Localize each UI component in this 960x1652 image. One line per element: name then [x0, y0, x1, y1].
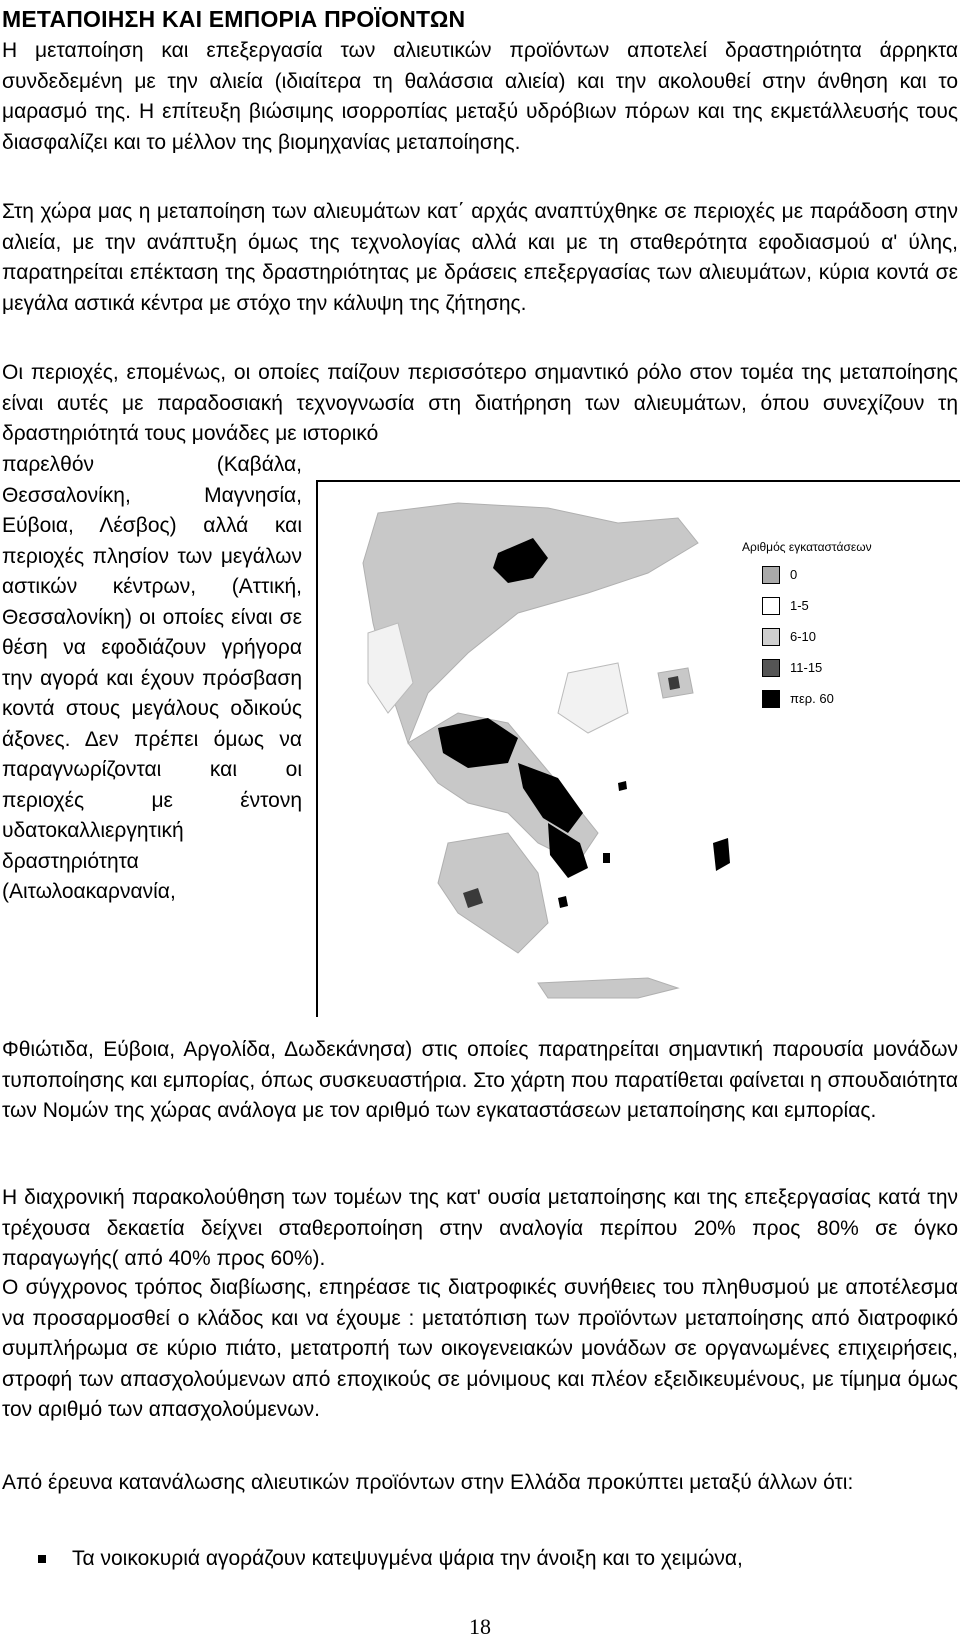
- map-region-mainland-north: [363, 503, 698, 743]
- legend-swatch: [762, 690, 780, 708]
- page-number: 18: [469, 1614, 491, 1639]
- map-region-island-2: [558, 896, 568, 908]
- map-region-white-east: [558, 663, 628, 733]
- paragraph-regions-top: Οι περιοχές, επομένως, οι οποίες παίζουν περισσότερο σημαντικό ρόλο στον τομέα της μεταποίησης είναι αυτές με παραδοσιακή τεχνογνωσία στη διατήρηση των αλιευμάτων, όπου συνεχίζουν τη δραστηριότητά τους μονάδες με ιστορικό: [2, 361, 958, 445]
- legend-swatch: [762, 628, 780, 646]
- legend-item: [742, 593, 952, 618]
- map-region-peloponnese: [438, 833, 548, 953]
- section-title: ΜΕΤΑΠΟΙΗΣΗ ΚΑΙ ΕΜΠΟΡΙΑ ΠΡΟΪΟΝΤΩΝ: [2, 6, 466, 32]
- paragraph-survey: Από έρευνα κατανάλωσης αλιευτικών προϊόντων στην Ελλάδα προκύπτει μεταξύ άλλων ότι:: [2, 1471, 854, 1494]
- legend-label: 1-5: [790, 598, 809, 613]
- legend-swatch: [762, 659, 780, 677]
- paragraph-intro: Η μεταποίηση και επεξεργασία των αλιευτικών προϊόντων αποτελεί δραστηριότητα άρρηκτα συνδεδεμένη με την αλιεία (ιδιαίτερα τη θαλάσσια αλιεία) και την ακολουθεί στην άνθηση και το μαρασμό της. Η επίτευξη βιώσιμης ισορροπίας μεταξύ υδρόβιων πόρων και της εκμετάλλευσής τους διασφαλίζει και το μέλλον της βιομηχανίας μεταποίησης.: [2, 39, 958, 154]
- map-legend-title: Αριθμός εγκαταστάσεων: [742, 540, 872, 554]
- legend-item: [742, 562, 952, 587]
- map-region-island-1: [603, 853, 610, 863]
- bullet-marker: [38, 1555, 46, 1563]
- bullet-item: [72, 1544, 743, 1574]
- legend-swatch: [762, 597, 780, 615]
- map-region-dodecanese-black: [713, 838, 730, 871]
- bullet-text: Τα νοικοκυριά αγοράζουν κατεψυγμένα ψάρια την άνοιξη και το χειμώνα,: [72, 1547, 743, 1570]
- paragraph-development: Στη χώρα μας η μεταποίηση των αλιευμάτων κατ΄ αρχάς αναπτύχθηκε σε περιοχές με παράδοση στην αλιεία, με την ανάπτυξη όμως της τεχνολογίας αλλά και με τη σταθερότητα εφοδιασμού α' ύλης, παρατηρείται επέκταση της δραστηριότητας με δράσεις επεξεργασίας των αλιευμάτων, κύρια κοντά σε μεγάλα αστικά κέντρα με στόχο την κάλυψη της ζήτησης.: [2, 200, 958, 315]
- legend-label: 0: [790, 567, 798, 582]
- greece-facilities-map: [318, 483, 738, 1003]
- legend-item: [742, 655, 952, 680]
- legend-item: [742, 624, 952, 649]
- legend-item: [742, 686, 952, 711]
- legend-label: 6-10: [790, 629, 817, 644]
- paragraph-regions-left: παρελθόν (Καβάλα, Θεσσαλονίκη, Μαγνησία, Εύβοια, Λέσβος) αλλά και περιοχές πλησίον των μεγάλων αστικών κέντρων, (Αττική, Θεσσαλονίκη) οι οποίες είναι σε θέση να εφοδιάζουν γρήγορα την αγορά και έχουν πρόσβαση κοντά στους μεγάλους οδικούς άξονες. Δεν πρέπει όμως να παραγνωρίζονται και οι περιοχές με έντονη υδατοκαλλιεργητική δραστηριότητα (Αιτωλοακαρνανία,: [2, 453, 302, 903]
- legend-swatch: [762, 566, 780, 584]
- paragraph-lifestyle: Ο σύγχρονος τρόπος διαβίωσης, επηρέασε τις διατροφικές συνήθειες του πληθυσμού με αποτέλεσμα να προσαρμοσθεί ο κλάδος και να έχουμε : μετατόπιση των προϊόντων μεταποίησης από διατροφικό συμπλήρωμα σε κύριο πιάτο, μετατροπή των οικογενειακών μονάδων σε οργανωμένες επιχειρήσεις, στροφή των απασχολούμενων από εποχικούς σε μόνιμους και πλέον εξειδικευμένους, με τίμημα όμως τον αριθμό των απασχολούμενων.: [2, 1276, 958, 1421]
- map-region-island-3: [618, 781, 627, 791]
- map-region-lesvos-mid: [668, 676, 680, 690]
- map-legend: [742, 540, 952, 717]
- legend-label: περ. 60: [790, 691, 834, 706]
- paragraph-regions-bottom: Φθιώτιδα, Εύβοια, Αργολίδα, Δωδεκάνησα) στις οποίες παρατηρείται σημαντική παρουσία μονάδων τυποποίησης και εμπορίας, όπως συσκευαστήρια. Στο χάρτη που παρατίθεται φαίνεται η σπουδαιότητα των Νομών της χώρας ανάλογα με τον αριθμό των εγκαταστάσεων μεταποίησης και εμπορίας.: [2, 1038, 958, 1122]
- map-region-crete: [538, 978, 678, 998]
- paragraph-monitoring: Η διαχρονική παρακολούθηση των τομέων της κατ' ουσία μεταποίησης και της επεξεργασίας κατά την τρέχουσα δεκαετία δείχνει σταθεροποίηση στην αναλογία περίπου 20% προς 80% σε όγκο παραγωγής( από 40% προς 60%).: [2, 1186, 958, 1270]
- legend-label: 11-15: [790, 660, 823, 675]
